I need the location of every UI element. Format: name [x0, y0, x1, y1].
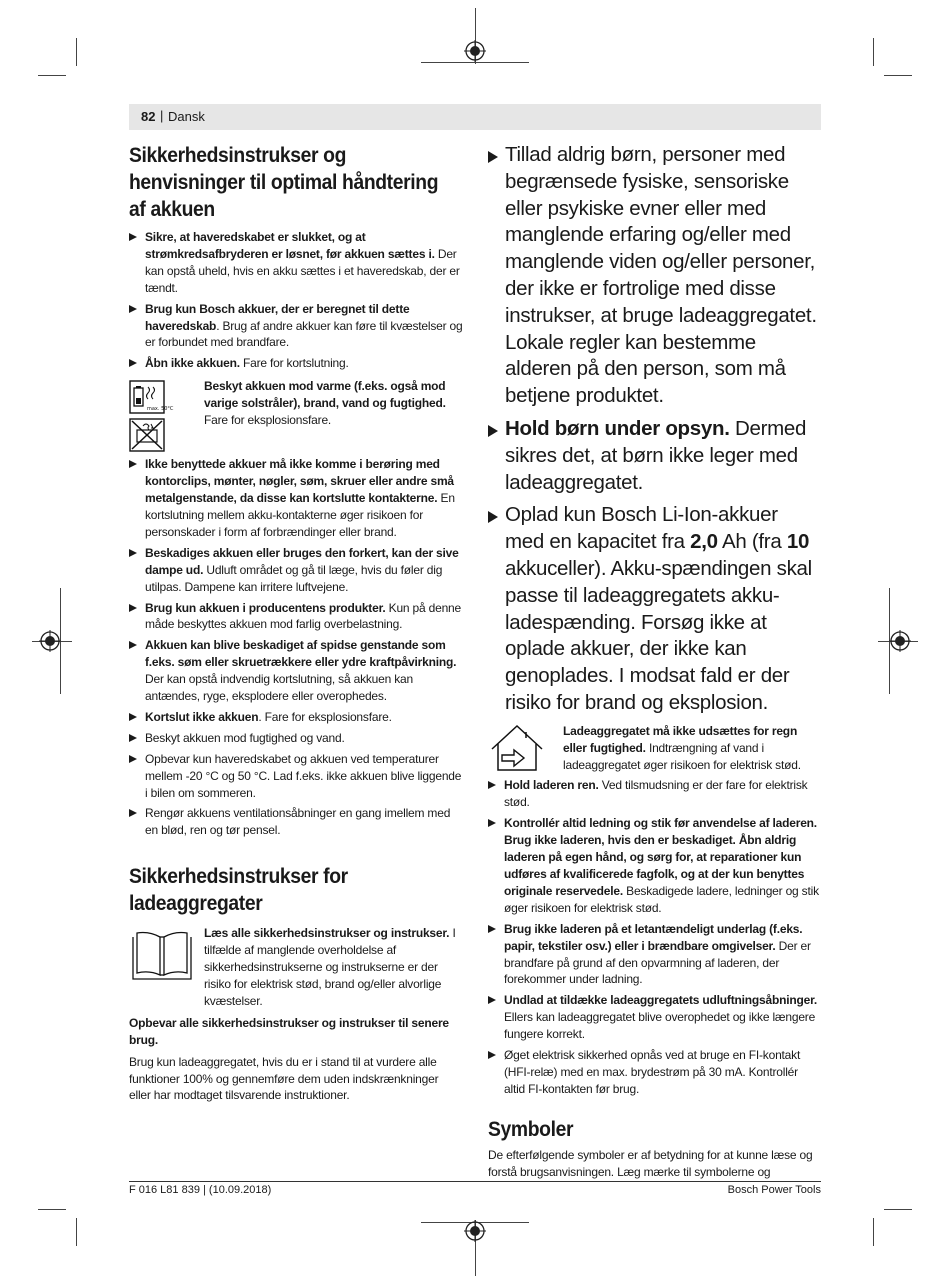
item-bold: 2,0: [690, 530, 718, 554]
page-number: 82: [141, 109, 156, 124]
item-text: I tilfælde af manglende overholdelse af sikkerhedsinstrukserne og instrukserne er der risiko for elektrisk stød, brand og/eller alvorlige kvæstelser.: [204, 926, 456, 1008]
item-bold: Beskadiges akkuen eller bruges den forkert, kan der sive dampe ud.: [145, 545, 459, 577]
footer-divider: [129, 1181, 821, 1182]
item-bold: Ikke benyttede akkuer må ikke komme i berøring med kontorclips, mønter, nøgler, søm, skruer eller andre små metalgenstande, da disse kan kortslutte kontakterne.: [145, 457, 454, 506]
list-item: [129, 545, 463, 596]
list-item: [488, 992, 822, 1043]
item-text: En kortslutning mellem akku-kontakterne øger risikoen for personskader i form af forbrændinger eller brand.: [145, 491, 455, 539]
crop-mark: [884, 1209, 912, 1210]
item-text: Dermed sikres det, at børn ikke leger med ladeaggregatet.: [505, 416, 807, 494]
keep-instructions-note: Opbevar alle sikkerhedsinstrukser og instrukser til senere brug.: [129, 1015, 449, 1047]
item-bold: Brug kun Bosch akkuer, der er beregnet til dette haveredskab: [145, 301, 410, 333]
item-text: Der kan opstå indvendig kortslutning, så akkuen kan antændes, ryge, eksplodere eller overophedes.: [145, 672, 413, 704]
item-text: Udluft området og gå til læge, hvis du føler dig utilpas. Dampene kan irritere luftvejene.: [145, 562, 443, 594]
large-list-item: [488, 142, 822, 410]
footer-doc-number: F 016 L81 839 | (10.09.2018): [129, 1184, 272, 1196]
item-text: akkuceller). Akku-spændingen skal passe til ladeaggregatets akku-ladespænding. Forsøg ikke at oplade akkuer, der ikke kan genoplades. I modsat fald er der risiko for brand og eksplosion.: [505, 556, 812, 714]
registration-mark-icon: [464, 1220, 486, 1242]
large-list-item: [488, 502, 822, 716]
item-text: Ved tilsmudsning er der fare for elektrisk stød.: [504, 778, 808, 810]
item-bold: Akkuen kan blive beskadiget af spidse genstande som f.eks. søm eller skruetrækkere eller ydre kraftpåvirkning.: [145, 638, 457, 670]
section-heading-battery: Sikkerhedsinstrukser og henvisninger til optimal håndtering af akkuen: [129, 144, 439, 221]
item-text: Fare for kortslutning.: [239, 356, 349, 371]
large-list-item: [488, 416, 822, 496]
item-bold: Brug ikke laderen på et letantændeligt underlag (f.eks. papir, tekstiler osv.) eller i brændbare omgivelser.: [504, 921, 803, 953]
list-item: [129, 229, 463, 297]
list-item: [129, 301, 463, 352]
page-header: [129, 104, 821, 130]
header-separator: |: [160, 108, 164, 123]
item-text: Oplad kun Bosch Li-Ion-akkuer med en kapacitet fra: [505, 503, 778, 554]
rain-warning: [488, 723, 822, 774]
item-text: Øget elektrisk sikkerhed opnås ved at bruge en FI-kontakt (HFI-relæ) med en max. brydestrøm på 30 mA. Kontrollér altid FI-kontakten før brug.: [504, 1048, 801, 1096]
item-bold: Kontrollér altid ledning og stik før anvendelse af laderen. Brug ikke laderen, hvis den er beskadiget. Åbn aldrig laderen på egen hånd, og sørg for, at reparationer kun udføres af kvalificerede fagfolk, og at der kun benyttes originale reservedele.: [504, 816, 817, 898]
list-item: [129, 709, 463, 726]
item-text: Der er brandfare på grund af den opvarmning af laderen, der forekommer under ladning.: [504, 938, 811, 987]
battery-no-fire-water-icon: [129, 418, 165, 452]
item-bold: Sikre, at haveredskabet er slukket, og at strømkredsafbryderen er løsnet, før akkuen sættes i.: [145, 230, 435, 261]
header-language: Dansk: [168, 109, 205, 124]
item-text: Rengør akkuens ventilationsåbninger en gang imellem med en blød, ren og tør pensel.: [145, 806, 451, 838]
house-rain-icon: [488, 723, 546, 773]
item-text: Tillad aldrig børn, personer med begrænsede fysiske, sensoriske eller psykiske evner eller med manglende erfaring og/eller med manglende viden og/eller personer, der ikke er fortrolige med disse instrukser, at bruge ladeaggregatet. Lokale regler kan bestemme alderen på den person, som må betjene produktet.: [505, 143, 817, 408]
section-heading-symbols: Symboler: [488, 1117, 574, 1141]
list-item: [129, 355, 463, 372]
symbols-intro: De efterfølgende symboler er af betydning for at kunne læse og forstå brugsanvisningen. Læg mærke til symbolerne og: [488, 1147, 813, 1179]
item-text: Fare for eksplosionsfare.: [204, 413, 332, 428]
item-text: Der kan opstå uheld, hvis en akku sættes i et haveredskab, der er tændt.: [145, 246, 460, 295]
item-bold: Hold laderen ren.: [504, 778, 599, 793]
list-item: [488, 1047, 822, 1098]
item-text: . Fare for eksplosionsfare.: [258, 709, 392, 724]
item-text: Ellers kan ladeaggregatet blive overophedet og ikke længere fungere korrekt.: [504, 1010, 816, 1042]
list-item: [488, 921, 822, 989]
list-item: [129, 456, 463, 541]
item-bold: Brug kun akkuen i producentens produkter.: [145, 600, 386, 615]
list-item: [129, 805, 463, 839]
crop-mark: [76, 38, 77, 66]
read-instructions-note: [129, 925, 463, 1010]
left-column: [129, 142, 463, 1104]
section-heading-chargers: Sikkerhedsinstrukser for ladeaggregater: [129, 865, 348, 916]
item-bold: Ladeaggregatet må ikke udsættes for regn eller fugtighed.: [563, 723, 798, 755]
registration-mark-icon: [889, 630, 911, 652]
list-item: [129, 600, 463, 634]
crop-mark: [873, 1218, 874, 1246]
svg-text:max. 50°C: max. 50°C: [147, 406, 174, 413]
crop-mark: [38, 1209, 66, 1210]
open-book-icon: [129, 929, 195, 983]
item-bold: Beskyt akkuen mod varme (f.eks. også mod varige solstråler), brand, vand og fugtighed.: [204, 379, 446, 411]
item-bold: Åbn ikke akkuen.: [145, 356, 240, 371]
item-text: . Brug af andre akkuer kan føre til kvæstelser og er forbundet med brandfare.: [145, 318, 463, 350]
use-charger-note: Brug kun ladeaggregatet, hvis du er i stand til at vurdere alle funktioner 100% og gennemføre dem uden indskrænkninger eller har modtaget tilsvarende instruktioner.: [129, 1054, 439, 1103]
item-text: Beskadigede ladere, ledninger og stik øger risikoen for elektrisk stød.: [504, 883, 819, 915]
item-text: Ah (fra: [717, 530, 787, 554]
list-item: [129, 751, 463, 802]
registration-mark-icon: [464, 40, 486, 62]
crop-mark: [873, 38, 874, 66]
item-bold: Læs alle sikkerhedsinstrukser og instrukser.: [204, 926, 450, 941]
crop-mark: [76, 1218, 77, 1246]
list-item: [488, 777, 822, 811]
item-bold: Undlad at tildække ladeaggregatets udluftningsåbninger.: [504, 993, 818, 1008]
crop-mark: [884, 75, 912, 76]
item-bold: Hold børn under opsyn.: [505, 416, 730, 440]
list-item: [129, 637, 463, 705]
footer-brand: Bosch Power Tools: [727, 1184, 821, 1196]
heat-warning: [129, 378, 463, 452]
item-text: Beskyt akkuen mod fugtighed og vand.: [145, 730, 345, 745]
item-text: Kun på denne måde beskyttes akkuen mod farlig overbelastning.: [145, 600, 461, 632]
crop-mark: [38, 75, 66, 76]
item-bold: 10: [786, 530, 810, 554]
right-column: [488, 142, 822, 1181]
list-item: [488, 815, 822, 916]
registration-mark-icon: [39, 630, 61, 652]
item-text: Indtrængning af vand i ladeaggregatet øger risikoen for elektrisk stød.: [563, 740, 801, 772]
list-item: [129, 730, 463, 747]
battery-heat-icon: [129, 380, 174, 414]
item-text: Opbevar kun haveredskabet og akkuen ved temperaturer mellem -20 °C og 50 °C. Lad f.eks. ikke akkuen blive liggende i bilen om sommeren.: [145, 751, 462, 800]
item-bold: Kortslut ikke akkuen: [145, 709, 259, 724]
